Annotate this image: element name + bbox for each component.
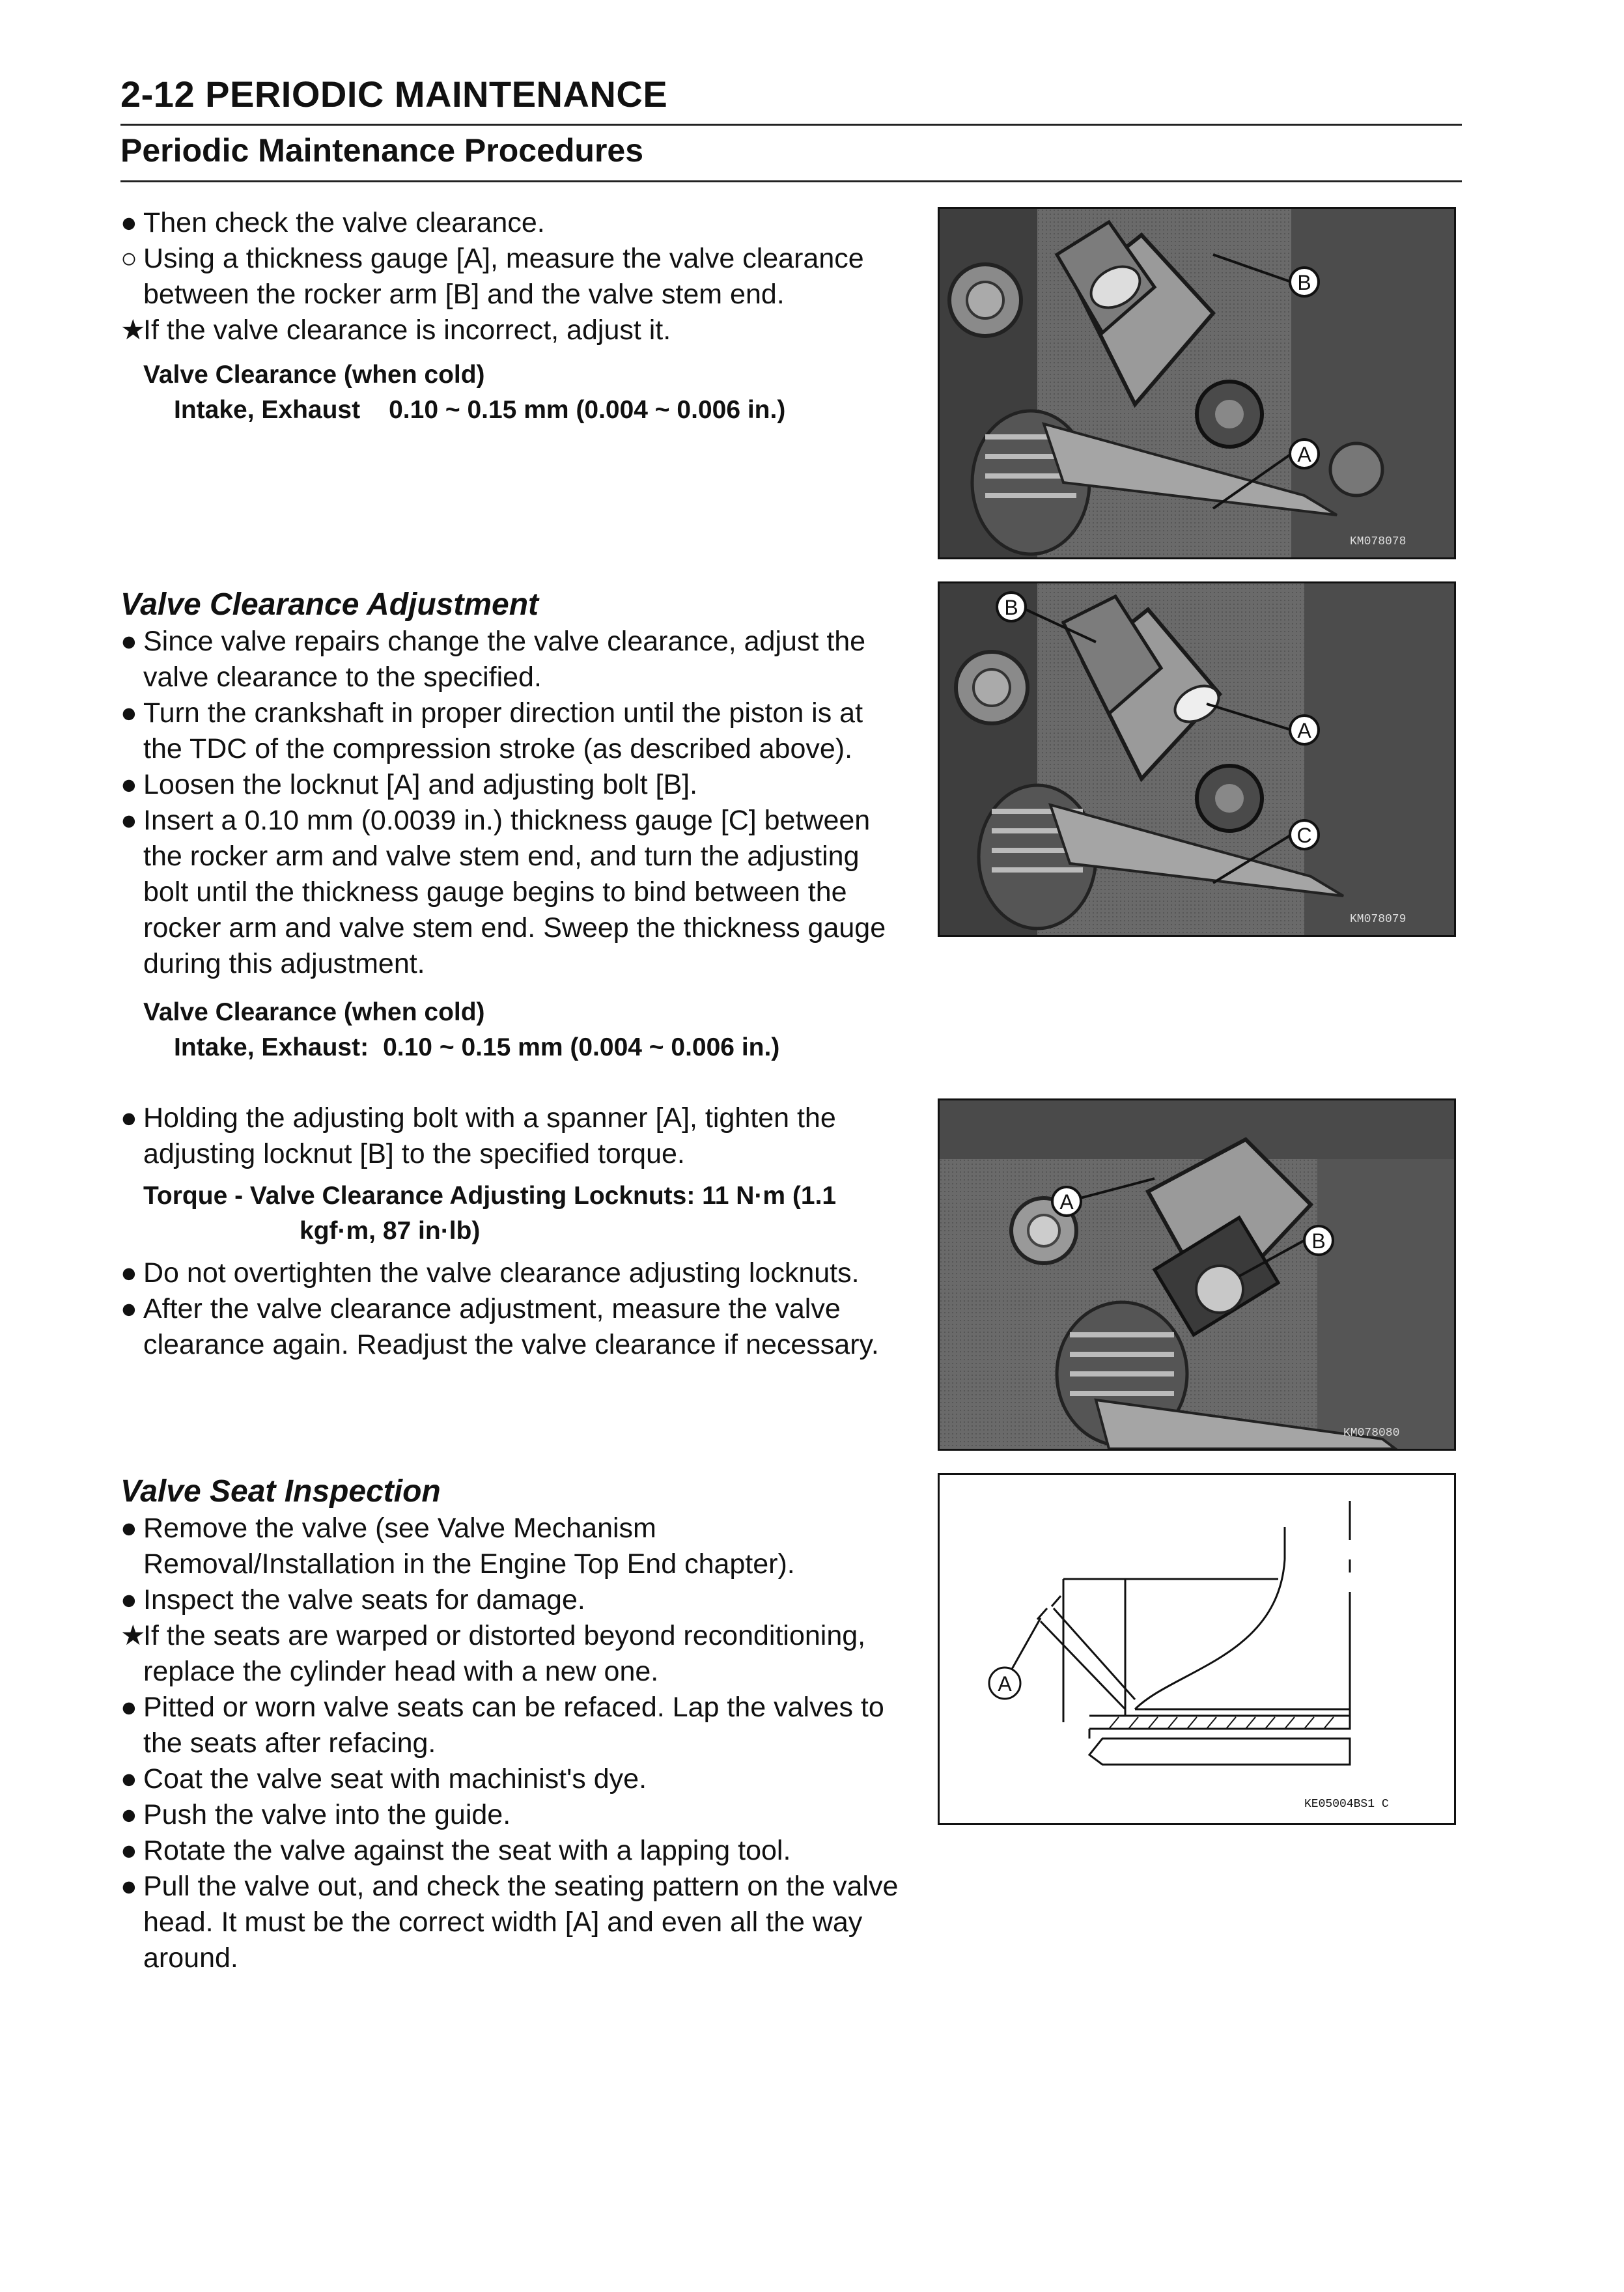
heading-valve-seat-inspection: Valve Seat Inspection xyxy=(120,1474,441,1509)
page-subtitle: Periodic Maintenance Procedures xyxy=(120,132,644,169)
list-item xyxy=(120,1618,902,1690)
list-item-text: If the seats are warped or distorted beyond reconditioning, replace the cylinder head with a new one. xyxy=(143,1620,866,1687)
block-valve-check xyxy=(120,205,902,428)
list-item xyxy=(120,1100,902,1172)
bullet-marker: ● xyxy=(120,1513,137,1544)
block-valve-adjustment xyxy=(120,586,902,1065)
bullet-marker: ★ xyxy=(120,1620,146,1651)
block4-list xyxy=(120,1511,902,1976)
bullet-marker: ● xyxy=(120,1584,137,1615)
list-item-text: After the valve clearance adjustment, measure the valve clearance again. Readjust the valve clearance if necessary. xyxy=(143,1293,879,1360)
list-item xyxy=(120,695,902,767)
block3-list-b xyxy=(120,1255,902,1363)
bullet-marker: ● xyxy=(120,207,137,238)
figure-4-diagram xyxy=(938,1473,1456,1825)
bullet-marker: ○ xyxy=(120,243,137,274)
figure-4-callouts xyxy=(989,1618,1041,1699)
heading-valve-clearance-adjustment: Valve Clearance Adjustment xyxy=(120,587,539,622)
list-item xyxy=(120,205,902,241)
list-item xyxy=(120,1833,902,1869)
spec-title-1: Valve Clearance (when cold) xyxy=(143,361,485,389)
list-item xyxy=(120,1797,902,1833)
list-item-text: Then check the valve clearance. xyxy=(143,207,545,238)
figure-3-label-a: A xyxy=(1059,1190,1074,1214)
bullet-marker: ● xyxy=(120,1293,137,1324)
torque-spec-line2: kgf·m, 87 in·lb) xyxy=(300,1217,481,1245)
list-item-text: Coat the valve seat with machinist's dye. xyxy=(143,1763,647,1795)
block-valve-seat-inspection xyxy=(120,1473,902,1976)
figure-3-code: KM078080 xyxy=(1343,1427,1400,1440)
subtitle-rule xyxy=(120,180,1462,182)
list-item-text: Push the valve into the guide. xyxy=(143,1799,511,1830)
spec-row-2 xyxy=(120,1030,902,1065)
figure-1-illustration xyxy=(940,209,1454,557)
spec-row-1 xyxy=(120,393,902,428)
bullet-marker: ● xyxy=(120,626,137,657)
spec-title-2: Valve Clearance (when cold) xyxy=(143,998,485,1026)
block2-list xyxy=(120,624,902,982)
list-item xyxy=(120,1690,902,1761)
list-item xyxy=(120,803,902,982)
list-item xyxy=(120,241,902,313)
spec-value-2: 0.10 ~ 0.15 mm (0.004 ~ 0.006 in.) xyxy=(383,1033,780,1061)
figure-4-label-a: A xyxy=(998,1672,1012,1696)
figure-4-illustration xyxy=(940,1475,1454,1823)
list-item-text: Pull the valve out, and check the seating pattern on the valve head. It must be the correct width [A] and even all the way around. xyxy=(143,1871,899,1974)
list-item-text: If the valve clearance is incorrect, adjust it. xyxy=(143,314,671,346)
list-item-text: Inspect the valve seats for damage. xyxy=(143,1584,585,1615)
bullet-marker: ● xyxy=(120,1257,137,1289)
figure-1-photo xyxy=(938,207,1456,559)
figure-2-photo xyxy=(938,581,1456,937)
bullet-marker: ● xyxy=(120,805,137,836)
list-item xyxy=(120,1869,902,1976)
list-item xyxy=(120,624,902,695)
list-item xyxy=(120,313,902,348)
bullet-marker: ★ xyxy=(120,314,146,346)
bullet-marker: ● xyxy=(120,1871,137,1902)
torque-spec-line1: Torque - Valve Clearance Adjusting Locknuts: 11 N·m (1.1 xyxy=(143,1182,837,1210)
figure-1-code: KM078078 xyxy=(1350,535,1407,548)
list-item-text: Do not overtighten the valve clearance adjusting locknuts. xyxy=(143,1257,860,1289)
list-item xyxy=(120,1291,902,1363)
bullet-marker: ● xyxy=(120,1763,137,1795)
figure-2-code: KM078079 xyxy=(1350,913,1407,926)
bullet-marker: ● xyxy=(120,769,137,800)
list-item-text: Remove the valve (see Valve Mechanism Removal/Installation in the Engine Top End chapter). xyxy=(143,1513,795,1580)
header-rule xyxy=(120,124,1462,126)
spec-label-1: Intake, Exhaust xyxy=(174,396,361,424)
figure-4-code: KE05004BS1 C xyxy=(1304,1798,1389,1811)
list-item-text: Insert a 0.10 mm (0.0039 in.) thickness gauge [C] between the rocker arm and valve stem end, and turn the adjusting bolt until the thickness gauge begins to bind between the rocker arm and valve stem end. Sweep the thickness gauge during this adjustment. xyxy=(143,805,886,979)
bullet-marker: ● xyxy=(120,1102,137,1134)
list-item-text: Turn the crankshaft in proper direction until the piston is at the TDC of the compression stroke (as described above). xyxy=(143,697,863,764)
figure-1-label-b: B xyxy=(1297,271,1311,294)
bullet-marker: ● xyxy=(120,697,137,729)
figure-2-label-a: A xyxy=(1297,719,1311,742)
list-item xyxy=(120,1761,902,1797)
block3-list-a xyxy=(120,1100,902,1172)
list-item xyxy=(120,1582,902,1618)
spec-value-1: 0.10 ~ 0.15 mm (0.004 ~ 0.006 in.) xyxy=(389,396,786,424)
figure-2-label-c: C xyxy=(1296,824,1312,847)
figure-3-illustration xyxy=(940,1100,1454,1449)
list-item-text: Holding the adjusting bolt with a spanner [A], tighten the adjusting locknut [B] to the specified torque. xyxy=(143,1102,836,1169)
bullet-marker: ● xyxy=(120,1835,137,1866)
list-item-text: Since valve repairs change the valve clearance, adjust the valve clearance to the specified. xyxy=(143,626,866,693)
figure-3-label-b: B xyxy=(1311,1229,1326,1253)
spec-label-2: Intake, Exhaust: xyxy=(174,1033,369,1061)
figure-3-photo xyxy=(938,1098,1456,1451)
list-item xyxy=(120,1255,902,1291)
list-item xyxy=(120,767,902,803)
figure-2-illustration xyxy=(940,583,1454,935)
list-item-text: Pitted or worn valve seats can be refaced. Lap the valves to the seats after refacing. xyxy=(143,1692,884,1759)
bullet-marker: ● xyxy=(120,1799,137,1830)
block-tighten-locknut xyxy=(120,1100,902,1363)
figure-1-label-a: A xyxy=(1297,443,1311,466)
list-item-text: Loosen the locknut [A] and adjusting bolt [B]. xyxy=(143,769,698,800)
figure-2-label-b: B xyxy=(1004,596,1018,619)
section-title: 2-12 PERIODIC MAINTENANCE xyxy=(120,74,668,115)
list-item-text: Rotate the valve against the seat with a lapping tool. xyxy=(143,1835,791,1866)
bullet-marker: ● xyxy=(120,1692,137,1723)
block1-list xyxy=(120,205,902,348)
list-item xyxy=(120,1511,902,1582)
list-item-text: Using a thickness gauge [A], measure the valve clearance between the rocker arm [B] and the valve stem end. xyxy=(143,243,864,310)
